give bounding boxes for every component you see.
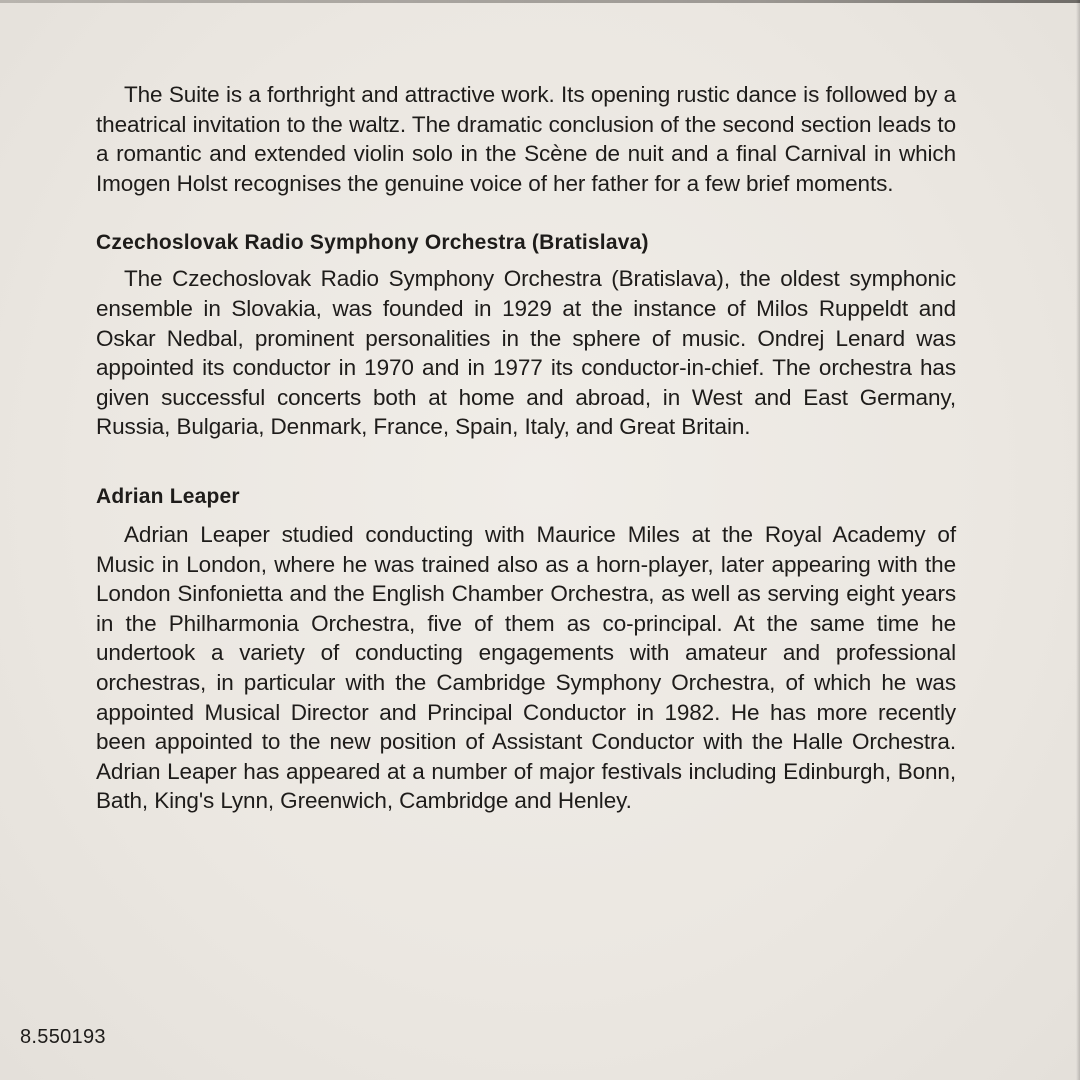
conductor-heading: Adrian Leaper <box>96 484 240 508</box>
conductor-paragraph: Adrian Leaper studied conducting with Maurice Miles at the Royal Academy of Music in London, where he was trained also as a horn-player, later appearing with the London Sinfonietta and the English Chamber Orchestra, as well as serving eight years in the Philharmonia Orchestra, five of them as co-principal. At the same time he undertook a variety of conducting engagements with amateur and professional orchestras, in particular with the Cambridge Symphony Orchestra, of which he was appointed Musical Director and Principal Conductor in 1982. He has more recently been appointed to the new position of Assistant Conductor with the Halle Orchestra. Adrian Leaper has appeared at a number of major festivals including Edinburgh, Bonn, Bath, King's Lynn, Greenwich, Cambridge and Henley. <box>96 521 956 814</box>
text-column <box>96 80 956 816</box>
orchestra-heading: Czechoslovak Radio Symphony Orchestra (Bratislava) <box>96 231 649 255</box>
orchestra-paragraph: The Czechoslovak Radio Symphony Orchestra (Bratislava), the oldest symphonic ensemble in Slovakia, was founded in 1929 at the instance of Milos Ruppeldt and Oskar Nedbal, prominent personalities in the sphere of music. Ondrej Lenard was appointed its conductor in 1970 and in 1977 its conductor-in-chief. The orchestra has given successful concerts both at home and abroad, in West and East Germany, Russia, Bulgaria, Denmark, France, Spain, Italy, and Great Britain. <box>96 266 956 440</box>
page-right-edge-shadow <box>1076 0 1080 1080</box>
page-top-edge <box>0 0 1080 3</box>
suite-paragraph: The Suite is a forthright and attractive work. Its opening rustic dance is followed by a theatrical invitation to the waltz. The dramatic conclusion of the second section leads to a romantic and extended violin solo in the Scène de nuit and a final Carnival in which Imogen Holst recognises the genuine voice of her father for a few brief moments. <box>96 82 956 196</box>
catalog-number: 8.550193 <box>20 1026 106 1048</box>
